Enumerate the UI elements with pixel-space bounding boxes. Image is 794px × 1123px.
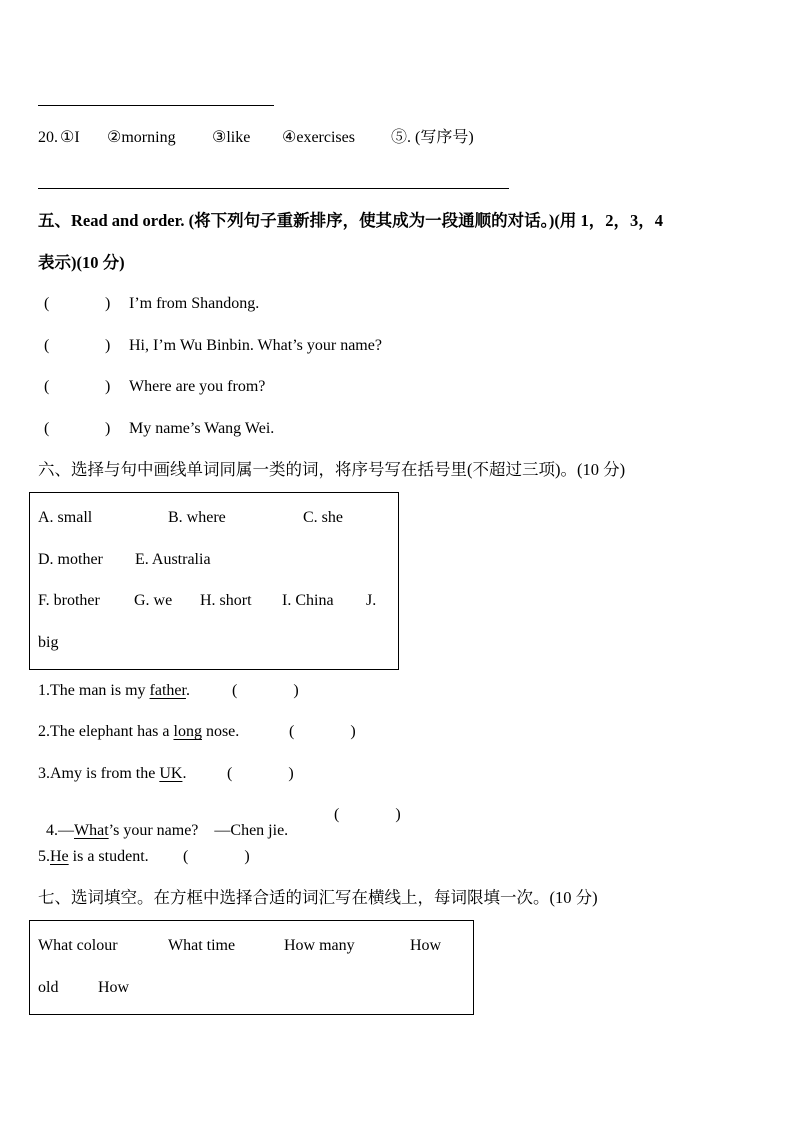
underlined-word: father [149,682,186,699]
underlined-word: What [74,822,109,839]
paren-close: ) [105,378,111,395]
q20-word-3: ③like [212,129,251,146]
paren-close: ) [105,337,111,354]
underlined-word: long [173,723,202,740]
word-option: What colour [38,937,118,954]
section6-question-1 [38,683,190,699]
section5-title: 五、Read and order. (将下列句子重新排序，使其成为一段通顺的对话。)(用 1，2，3，4 [38,211,664,230]
word-option: A. small [38,509,93,526]
word-option: F. brother [38,592,100,609]
q20-word-4: ④exercises [282,129,355,146]
answer-line-top [38,105,274,106]
underlined-word: UK [159,765,183,782]
q20-word-5: ⑤. (写序号) [391,129,474,146]
q20-word-1: ①I [60,129,80,146]
paren-close: ) [105,420,111,437]
question-text: 3.Amy is from the [38,765,160,782]
word-option: What time [168,937,236,954]
word-option: E. Australia [135,551,211,568]
paren-open: ( [44,295,50,312]
answer-paren: ( ) [227,765,294,782]
word-option: How [410,937,442,954]
question-text-post: . [185,682,190,699]
word-option: big [38,634,59,651]
answer-paren: ( ) [289,723,356,740]
answer-paren: ( ) [334,806,401,823]
answer-paren: ( ) [232,682,299,699]
section6-question-5 [38,849,149,865]
section7-title: 七、选词填空。在方框中选择合适的词汇写在横线上，每词限填一次。(10 分) [38,888,598,907]
paren-open: ( [44,378,50,395]
section5-sentence-3: Where are you from? [129,378,266,395]
question-text-post: is a student. [68,848,149,865]
word-option: How [98,979,130,996]
section5-sentence-2: Hi, I’m Wu Binbin. What’s your name? [129,337,382,354]
section6-title: 六、选择与句中画线单词同属一类的词，将序号写在括号里(不超过三项)。(10 分) [38,460,626,479]
question-text: 1.The man is my [38,682,150,699]
q20-number: 20. [38,129,58,146]
answer-paren: ( ) [183,848,250,865]
word-option: B. where [168,509,226,526]
question-text: 4.— [46,822,74,839]
paren-close: ) [105,295,111,312]
q20-answer-line [38,188,509,189]
question-text: 2.The elephant has a [38,723,174,740]
paren-open: ( [44,420,50,437]
word-option: old [38,979,59,996]
question-text: 5. [38,848,50,865]
section6-question-3 [38,766,186,782]
question-text-post: . [182,765,187,782]
word-option: H. short [200,592,252,609]
section6-question-2 [38,724,239,740]
section5-sentence-1: I’m from Shandong. [129,295,260,312]
word-option: C. she [303,509,343,526]
section7-word-box [29,920,474,1015]
question-text-post: ’s your name? —Chen jie. [108,822,289,839]
section5-title-cont: 表示)(10 分) [38,253,125,272]
q20-word-2: ②morning [107,129,176,146]
word-option: D. mother [38,551,103,568]
word-option: I. China [282,592,334,609]
paren-open: ( [44,337,50,354]
word-option: G. we [134,592,173,609]
section5-sentence-4: My name’s Wang Wei. [129,420,275,437]
section6-question-4 [38,807,288,839]
underlined-word: He [50,848,69,865]
word-option: How many [284,937,355,954]
question-text-post: nose. [201,723,240,740]
word-option: J. [366,592,377,609]
